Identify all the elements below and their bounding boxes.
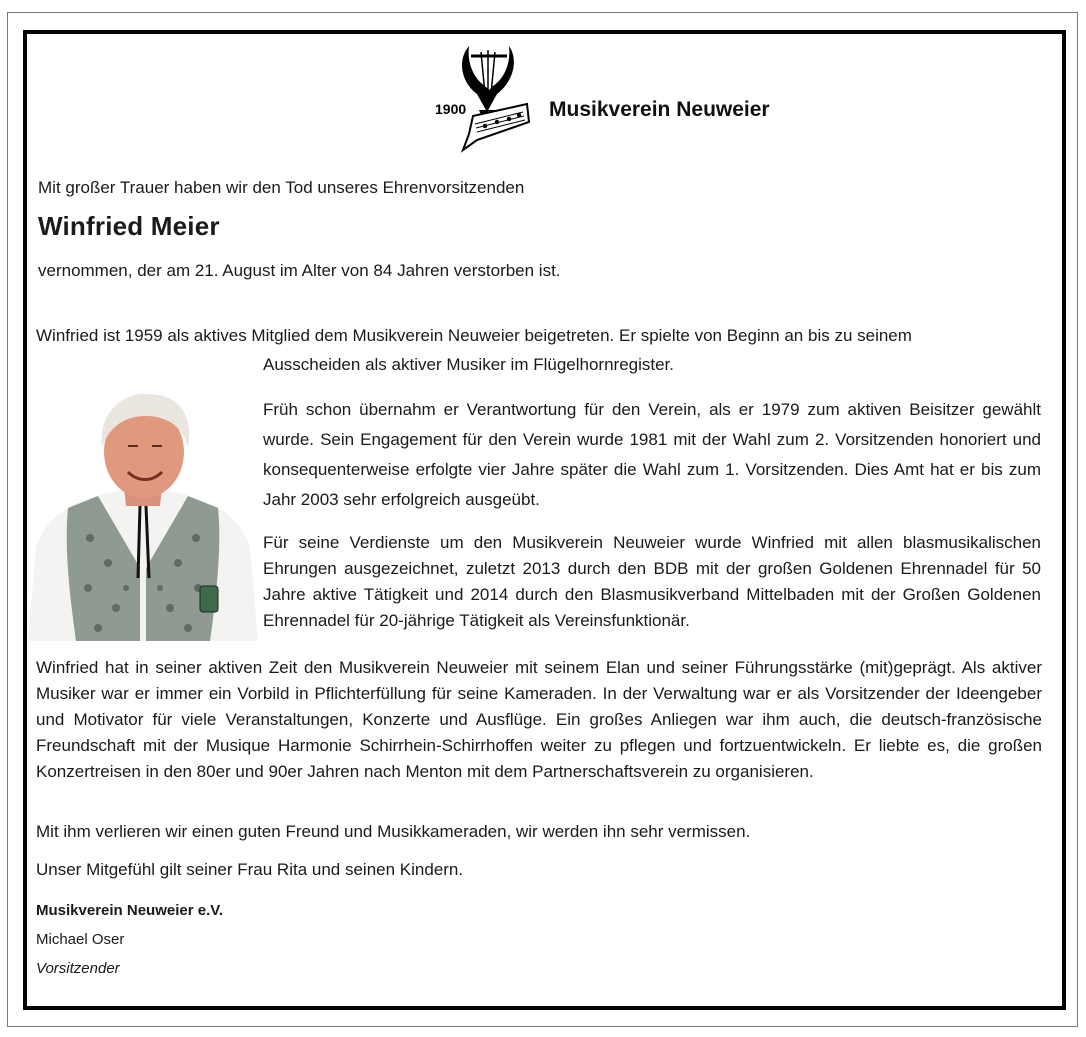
signature-role: Vorsitzender (36, 960, 120, 977)
death-announcement-line: vernommen, der am 21. August im Alter von 84 Jahren verstorben ist. (38, 261, 561, 280)
club-logo (433, 42, 543, 154)
paragraph-membership-line2: Ausscheiden als aktiver Musiker im Flügelhornregister. (263, 355, 675, 374)
club-name: Musikverein Neuweier (549, 98, 770, 121)
paragraph-condolence: Unser Mitgefühl gilt seiner Frau Rita und seinen Kindern. (36, 860, 464, 879)
paragraph-membership-line1: Winfried ist 1959 als aktives Mitglied dem Musikverein Neuweier beigetreten. Er spielte von Beginn an bis zu seinem (36, 326, 912, 345)
portrait-photo (28, 388, 258, 641)
paragraph-legacy: Winfried hat in seiner aktiven Zeit den Musikverein Neuweier mit seinem Elan und seiner Führungsstärke (mit)geprägt. Als aktiver Musiker war er immer ein Vorbild in Pflichterfüllung für seine Kameraden. In der Verwaltung war er als Vorsitzender der Ideengeber und Motivator für viele Veranstaltungen, Konzerte und Ausflüge. Ein großes Anliegen war ihm auch, die deutsch-französische Freundschaft mit der Musique Harmonie Schirrhein-Schirrhoffen weiter zu pflegen und fortzuentwickeln. Er liebte es, die großen Konzertreisen in den 80er und 90er Jahren nach Menton mit dem Partnerschaftsverein zu organisieren. (36, 658, 1042, 781)
paragraph-farewell: Mit ihm verlieren wir einen guten Freund und Musikkameraden, wir werden ihn sehr vermissen. (36, 822, 751, 841)
founding-year: 1900 (435, 101, 467, 117)
deceased-name: Winfried Meier (38, 211, 220, 241)
signature-club: Musikverein Neuweier e.V. (36, 902, 224, 919)
paragraph-honors: Für seine Verdienste um den Musikverein Neuweier wurde Winfried mit allen blasmusikalischen Ehrungen ausgezeichnet, zuletzt 2013 durch den BDB mit der großen Goldenen Ehrennadel für 50 Jahre aktive Tätigkeit und 2014 durch den Blasmusikverband Mittelbaden mit der Großen Goldenen Ehrennadel für 20-jährige Tätigkeit als Vereinsfunktionär. (263, 533, 1041, 630)
signature-name: Michael Oser (36, 931, 125, 948)
intro-line: Mit großer Trauer haben wir den Tod unseres Ehrenvorsitzenden (38, 178, 525, 197)
paragraph-responsibility: Früh schon übernahm er Verantwortung für den Verein, als er 1979 zum aktiven Beisitzer gewählt wurde. Sein Engagement für den Verein wurde 1981 mit der Wahl zum 2. Vorsitzenden honoriert und konsequenterweise erfolgte vier Jahre später die Wahl zum 1. Vorsitzenden. Dies Amt hat er bis zum Jahr 2003 sehr erfolgreich ausgeübt. (263, 400, 1041, 509)
